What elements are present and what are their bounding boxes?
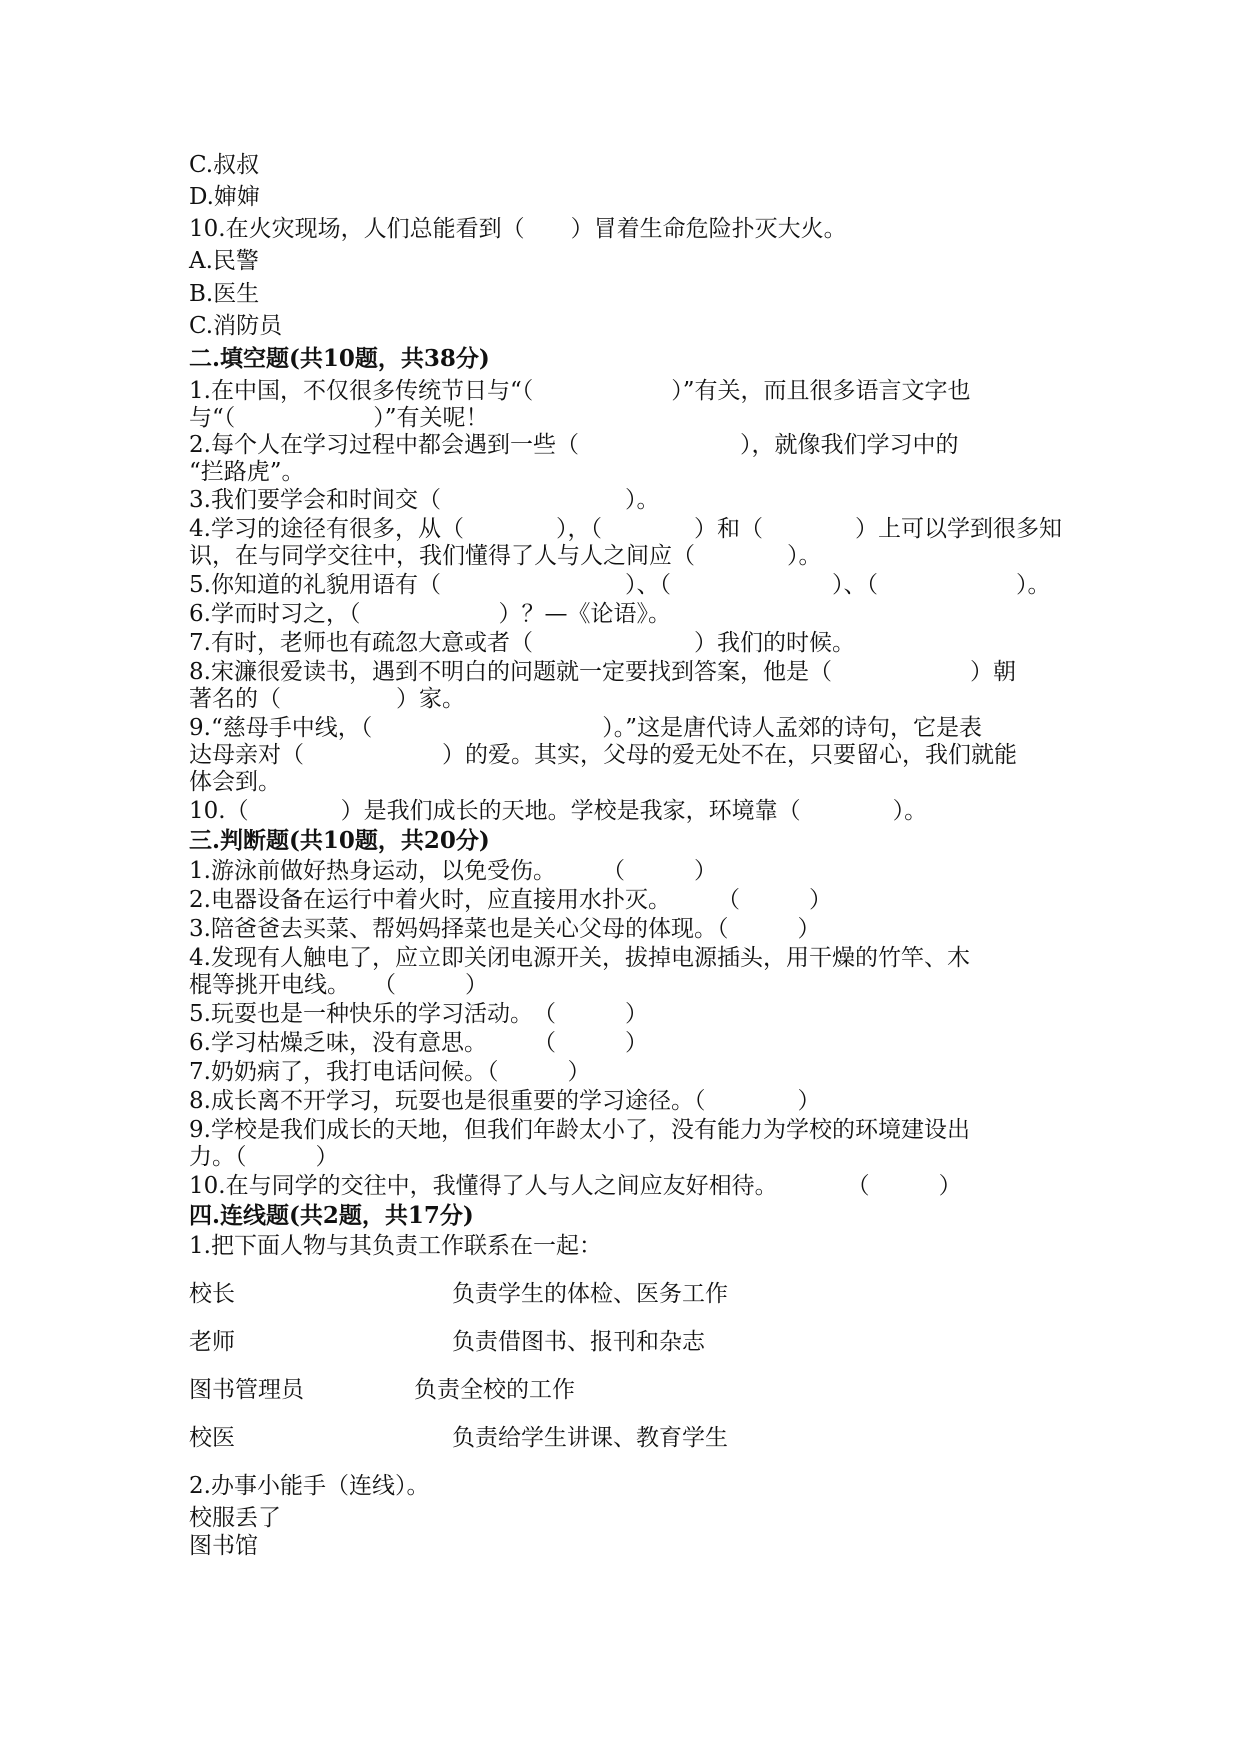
fill-line: 9.“慈母手中线，（ ）。”这是唐代诗人孟郊的诗句，它是表 [189, 715, 982, 741]
match-left-item: 图书管理员 [189, 1377, 304, 1403]
q10-option-a: A.民警 [189, 248, 259, 274]
judge-line: 2.电器设备在运行中着火时，应直接用水扑灭。 （ ） [189, 887, 832, 913]
q10-option-c: C.消防员 [189, 313, 283, 339]
q9-option-c: C.叔叔 [189, 152, 260, 178]
fill-line: 著名的（ ）家。 [189, 686, 465, 712]
mcq-q10-stem: 10.在火灾现场，人们总能看到（ ）冒着生命危险扑灭大火。 [189, 216, 847, 242]
match-right-item: 负责全校的工作 [414, 1377, 575, 1403]
fill-line: 2.每个人在学习过程中都会遇到一些（ ），就像我们学习中的 [189, 432, 959, 458]
judge-line: 7.奶奶病了，我打电话问候。（ ） [189, 1059, 591, 1085]
judge-line: 4.发现有人触电了，应立即关闭电源开关，拔掉电源插头，用干燥的竹竿、木 [189, 945, 970, 971]
judge-line: 8.成长离不开学习，玩耍也是很重要的学习途径。（ ） [189, 1088, 821, 1114]
fill-line: 4.学习的途径有很多，从（ ），（ ）和（ ）上可以学到很多知 [189, 516, 1062, 542]
judge-line: 10.在与同学的交往中，我懂得了人与人之间应友好相待。 （ ） [189, 1173, 962, 1199]
section-header-fill: 二.填空题(共10题，共38分) [189, 345, 490, 372]
section-header-judge: 三.判断题(共10题，共20分) [189, 827, 490, 854]
fill-line: 体会到。 [189, 769, 281, 795]
section-header-match: 四.连线题(共2题，共17分) [189, 1202, 474, 1229]
judge-line: 5.玩耍也是一种快乐的学习活动。 （ ） [189, 1001, 648, 1027]
q9-option-d: D.婶婶 [189, 184, 260, 210]
fill-line: 8.宋濂很爱读书，遇到不明白的问题就一定要找到答案，他是（ ）朝 [189, 659, 1016, 685]
match-left-item: 老师 [189, 1329, 235, 1355]
fill-line: “拦路虎”。 [189, 459, 305, 485]
fill-line: 识，在与同学交往中，我们懂得了人与人之间应（ ）。 [189, 543, 822, 569]
fill-line: 7.有时，老师也有疏忽大意或者（ ）我们的时候。 [189, 630, 855, 656]
judge-line: 棍等挑开电线。 （ ） [189, 972, 488, 998]
judge-line: 9.学校是我们成长的天地，但我们年龄太小了，没有能力为学校的环境建设出 [189, 1117, 970, 1143]
fill-line: 与“（ ）”有关呢！ [189, 405, 489, 431]
fill-line: 1.在中国，不仅很多传统节日与“（ ）”有关，而且很多语言文字也 [189, 378, 971, 404]
fill-line: 5.你知道的礼貌用语有（ ）、（ ）、（ ）。 [189, 572, 1051, 598]
fill-line: 10.（ ）是我们成长的天地。学校是我家，环境靠（ ）。 [189, 798, 928, 824]
judge-line: 1.游泳前做好热身运动，以免受伤。 （ ） [189, 858, 717, 884]
judge-line: 3.陪爸爸去买菜、帮妈妈择菜也是关心父母的体现。（ ） [189, 916, 821, 942]
q10-option-b: B.医生 [189, 281, 260, 307]
match-q2-item: 图书馆 [189, 1533, 258, 1559]
judge-line: 力。（ ） [189, 1144, 339, 1170]
match-q1-prompt: 1.把下面人物与其负责工作联系在一起： [189, 1233, 602, 1259]
fill-line: 3.我们要学会和时间交（ ）。 [189, 487, 660, 513]
match-q2-prompt: 2.办事小能手（连线）。 [189, 1473, 430, 1499]
match-right-item: 负责借图书、报刊和杂志 [452, 1329, 705, 1355]
fill-line: 达母亲对（ ）的爱。其实，父母的爱无处不在，只要留心，我们就能 [189, 742, 1017, 768]
match-right-item: 负责给学生讲课、教育学生 [452, 1425, 728, 1451]
match-left-item: 校长 [189, 1281, 235, 1307]
match-left-item: 校医 [189, 1425, 235, 1451]
fill-line: 6.学而时习之，（ ）？—《论语》。 [189, 601, 671, 627]
match-right-item: 负责学生的体检、医务工作 [452, 1281, 728, 1307]
match-q2-item: 校服丢了 [189, 1505, 281, 1531]
judge-line: 6.学习枯燥乏味，没有意思。 （ ） [189, 1030, 648, 1056]
